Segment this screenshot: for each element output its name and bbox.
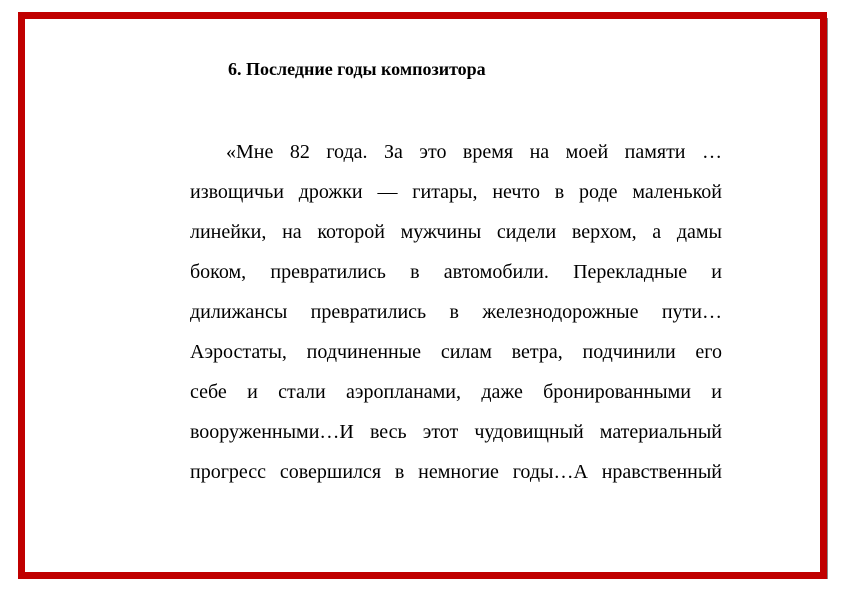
quote-paragraph xyxy=(190,132,722,492)
paragraph-line: извощичьи дрожки — гитары, нечто в роде маленькой xyxy=(190,181,722,203)
paragraph-line: «Мне 82 года. За это время на моей памяти … xyxy=(226,141,722,163)
paragraph-line: Аэростаты, подчиненные силам ветра, подчинили его xyxy=(190,341,722,363)
paragraph-line: линейки, на которой мужчины сидели верхом, а дамы xyxy=(190,221,722,243)
paragraph-line: прогресс совершился в немногие годы…А нравственный xyxy=(190,461,722,483)
paragraph-line: дилижансы превратились в железнодорожные пути… xyxy=(190,301,722,323)
section-heading: 6. Последние годы композитора xyxy=(228,59,486,79)
paragraph-line: вооруженными…И весь этот чудовищный материальный xyxy=(190,421,722,443)
paragraph-line: себе и стали аэропланами, даже бронированными и xyxy=(190,381,722,403)
paragraph-line: боком, превратились в автомобили. Перекладные и xyxy=(190,261,722,283)
